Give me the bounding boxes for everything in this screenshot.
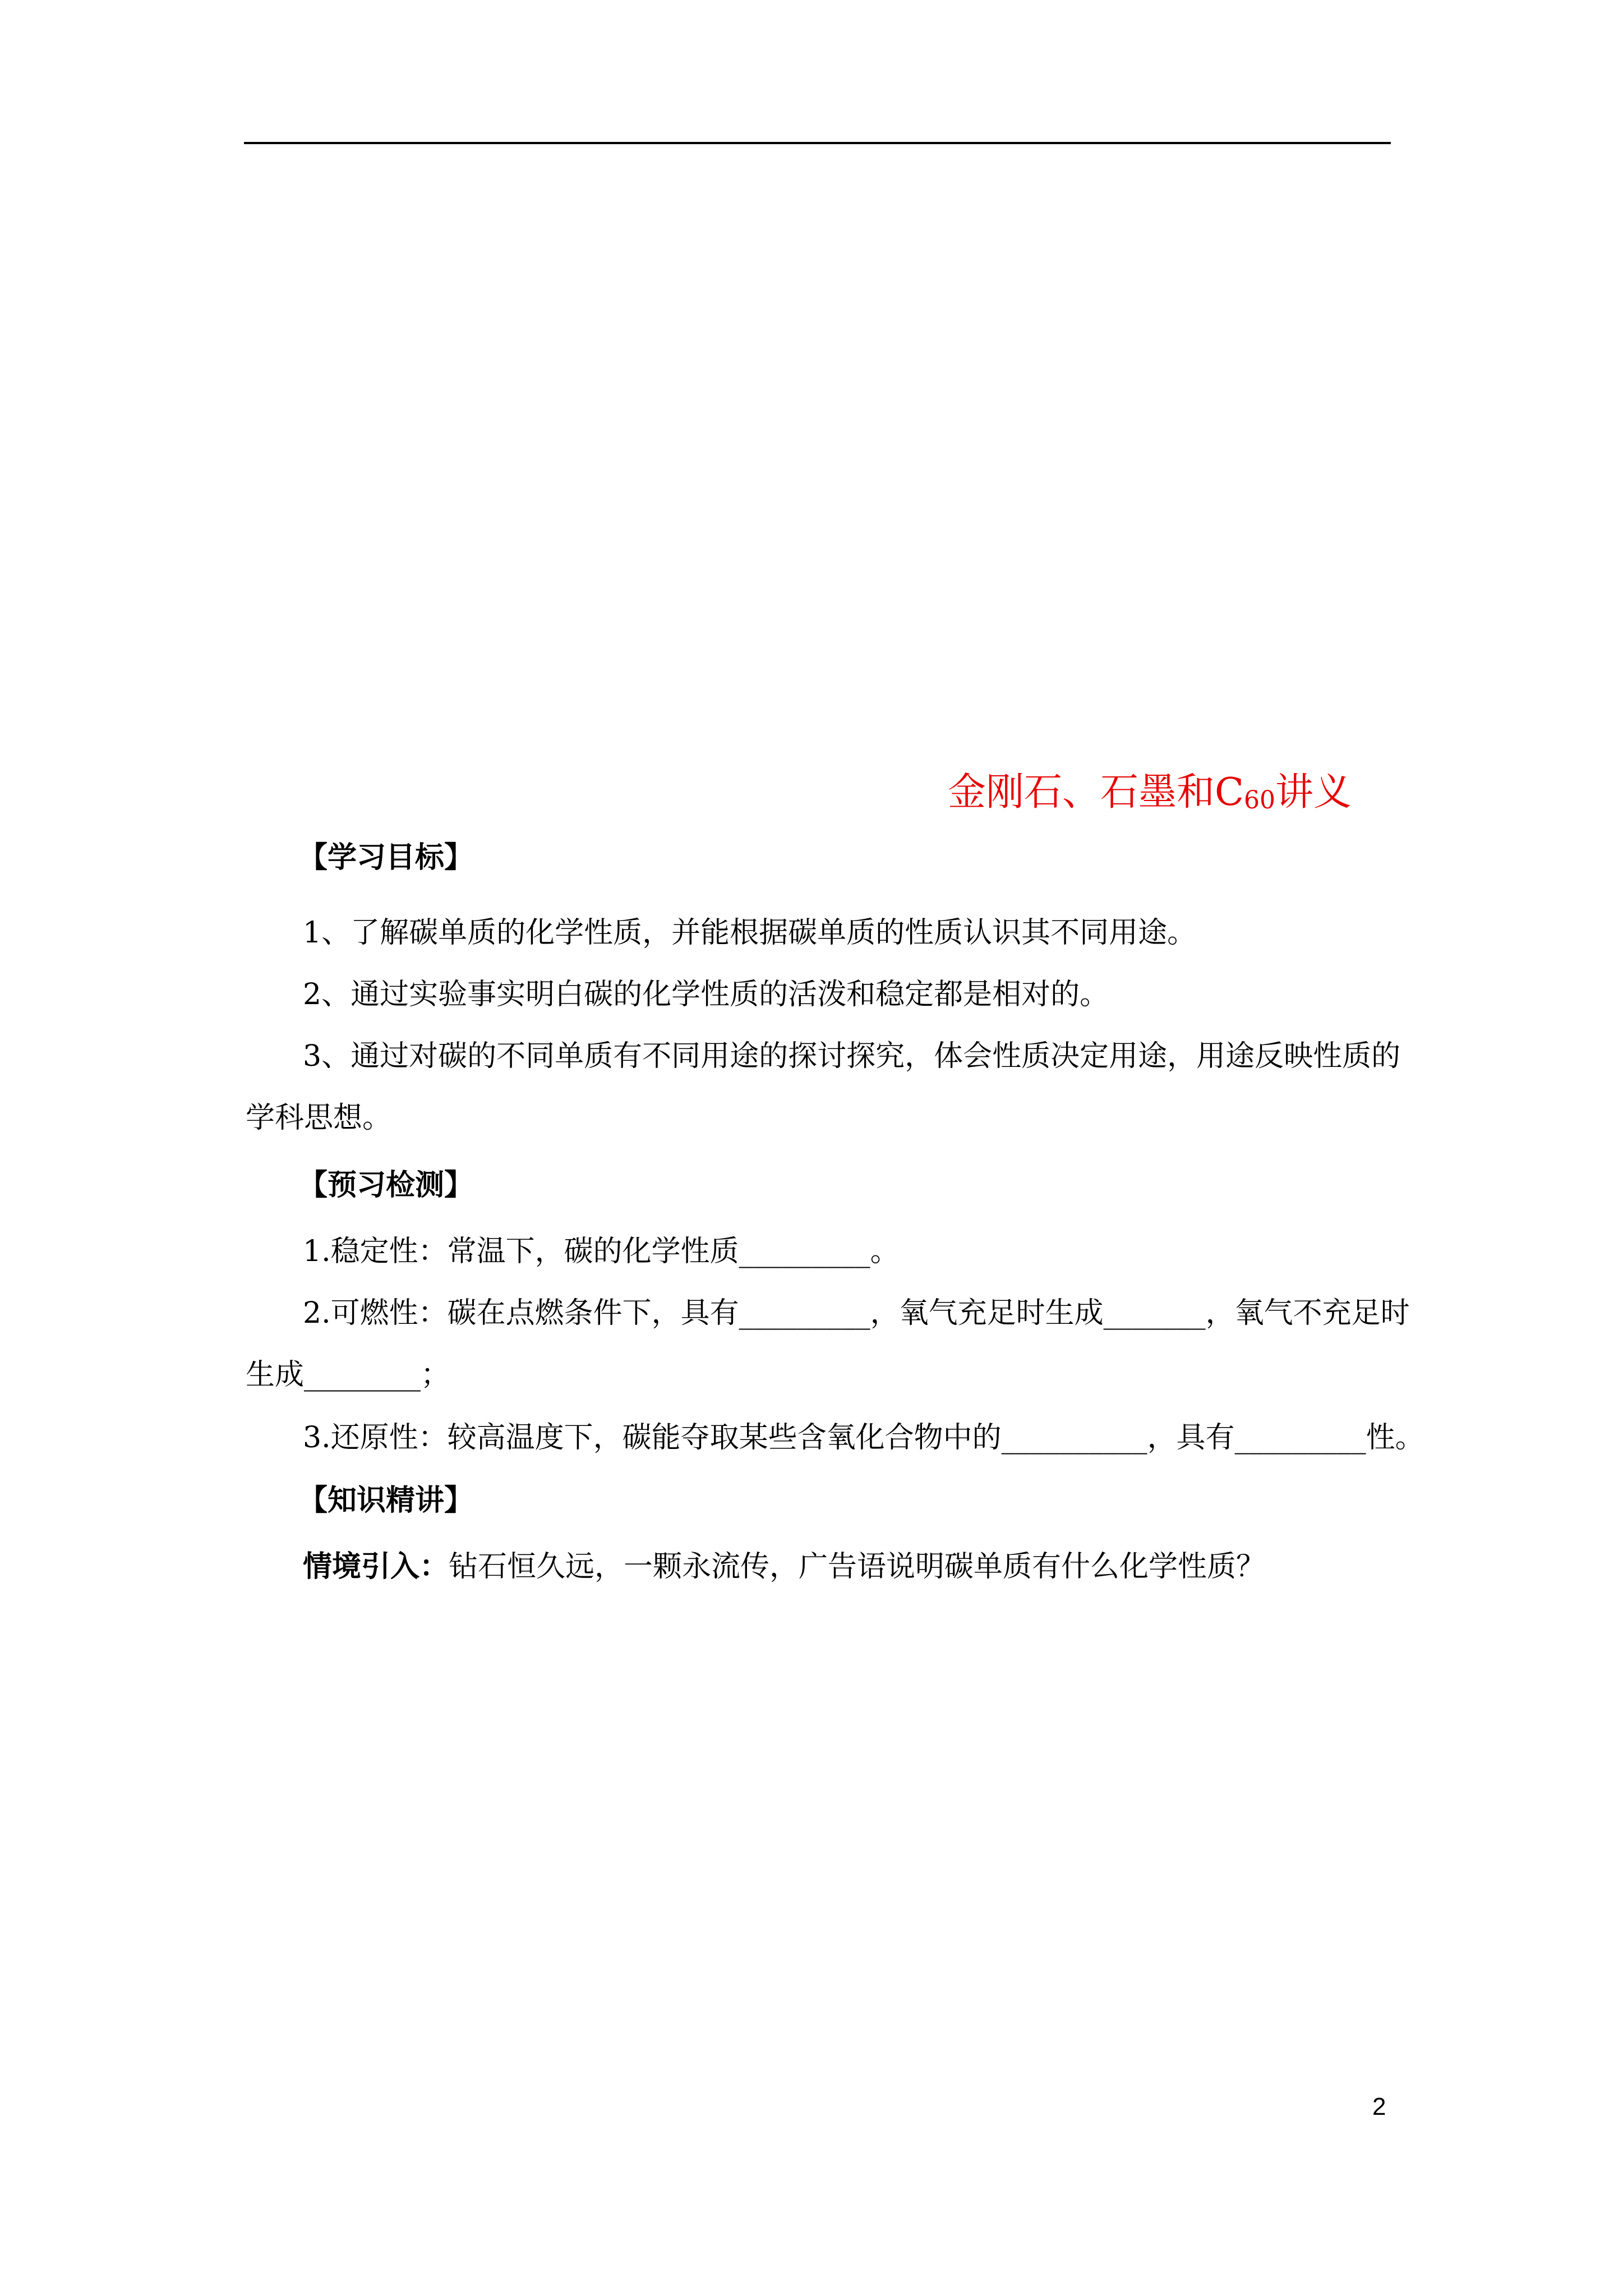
knowledge-heading: 【知识精讲】 (298, 1483, 474, 1517)
title-suffix: 讲义 (1275, 770, 1352, 815)
goal-item-3: 3、通过对碳的不同单质有不同用途的探讨探究，体会性质决定用途，用途反映性质的 (303, 1039, 1401, 1073)
scenario-intro-label: 情境引入： (303, 1549, 449, 1584)
goal-item-2: 2、通过实验事实明白碳的化学性质的活泼和稳定都是相对的。 (303, 978, 1109, 1011)
goal-item-1: 1、了解碳单质的化学性质，并能根据碳单质的性质认识其不同用途。 (303, 916, 1197, 950)
header-rule (244, 142, 1391, 144)
scenario-intro-text: 钻石恒久远，一颗永流传，广告语说明碳单质有什么化学性质？ (449, 1550, 1266, 1584)
goal-item-3-continued: 学科思想。 (246, 1101, 392, 1135)
title-main: 金刚石、石墨和C (948, 770, 1244, 815)
document-title (948, 767, 1352, 826)
preview-line-2: 2.可燃性：碳在点燃条件下，具有_________，氧气充足时生成_______，氧气不充足时 (303, 1296, 1410, 1330)
preview-line-1: 1.稳定性：常温下，碳的化学性质_________。 (303, 1235, 900, 1268)
title-subscript: 60 (1244, 786, 1276, 815)
scenario-intro (303, 1547, 1265, 1586)
page-number: 2 (1372, 2093, 1386, 2120)
preview-line-2-continued: 生成________； (246, 1358, 450, 1392)
preview-heading: 【预习检测】 (298, 1168, 474, 1202)
goals-heading: 【学习目标】 (298, 840, 474, 875)
preview-line-3: 3.还原性：较高温度下，碳能夺取某些含氧化合物中的__________，具有_________性。 (303, 1421, 1424, 1455)
